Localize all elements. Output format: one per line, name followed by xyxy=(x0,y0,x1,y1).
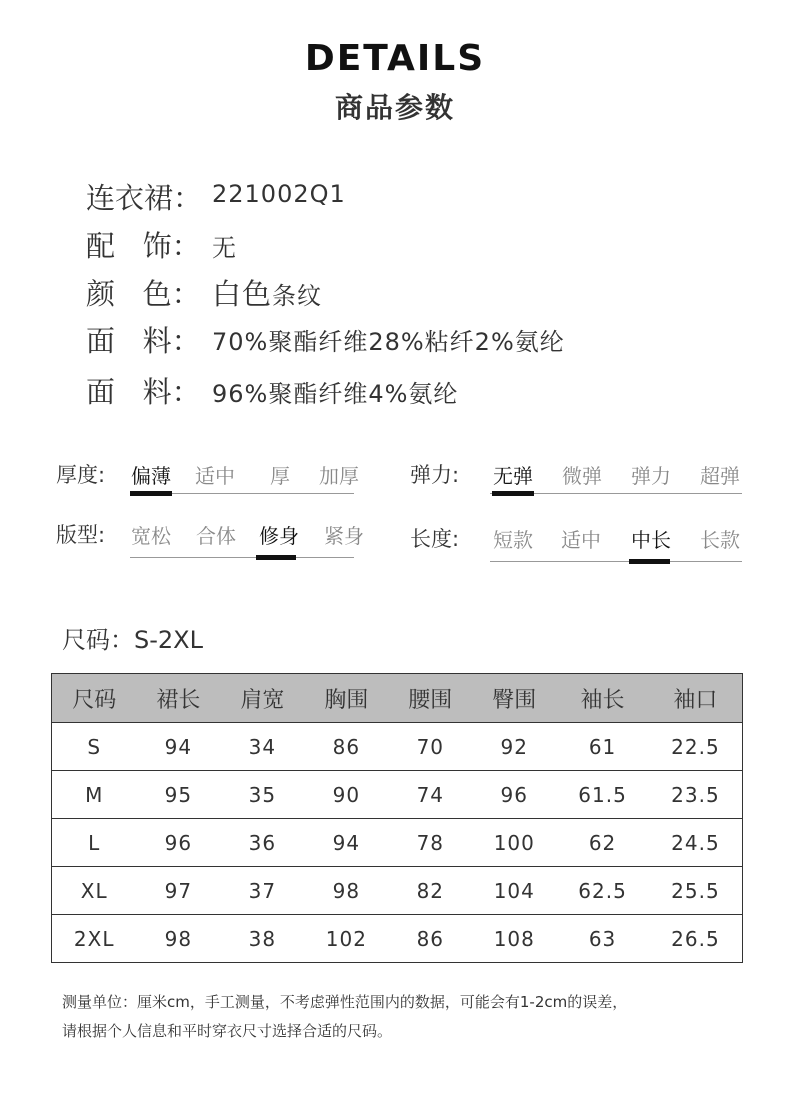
fit-selected-bar xyxy=(256,555,296,560)
fit-option-regular: 合体 xyxy=(196,524,236,548)
table-cell: 24.5 xyxy=(649,819,743,867)
spec-value-color xyxy=(212,272,322,313)
spec-label-fabric-1: 面 料： xyxy=(86,324,201,358)
thickness-option-thin: 偏薄 xyxy=(131,464,171,488)
table-cell: 95 xyxy=(136,771,220,819)
table-cell: M xyxy=(52,771,137,819)
table-cell: 25.5 xyxy=(649,867,743,915)
length-track xyxy=(490,561,742,562)
fit-track xyxy=(130,557,354,558)
spec-label-dress: 连衣裙： xyxy=(86,181,203,215)
size-table-header-row xyxy=(52,674,743,723)
table-row xyxy=(52,867,743,915)
table-cell: 94 xyxy=(136,723,220,771)
thickness-option-extra-thick: 加厚 xyxy=(319,464,359,488)
thickness-selected-bar xyxy=(130,491,172,496)
length-selected-bar xyxy=(629,559,670,564)
table-cell: 96 xyxy=(136,819,220,867)
size-advice-note: 请根据个人信息和平时穿衣尺寸选择合适的尺码。 xyxy=(62,1022,393,1040)
table-cell: 26.5 xyxy=(649,915,743,963)
table-cell: 104 xyxy=(472,867,556,915)
table-cell: XL xyxy=(52,867,137,915)
length-option-mid-long: 中长 xyxy=(631,528,671,552)
elasticity-option-slight: 微弹 xyxy=(562,464,602,488)
table-cell: 61 xyxy=(556,723,649,771)
table-cell: 35 xyxy=(220,771,304,819)
header-bust: 胸围 xyxy=(304,674,388,723)
table-cell: S xyxy=(52,723,137,771)
fit-option-slim: 修身 xyxy=(259,524,299,548)
table-cell: 36 xyxy=(220,819,304,867)
table-cell: 98 xyxy=(136,915,220,963)
table-cell: 78 xyxy=(388,819,472,867)
page-title-en: DETAILS xyxy=(304,38,486,79)
table-cell: 2XL xyxy=(52,915,137,963)
table-cell: 96 xyxy=(472,771,556,819)
table-cell: 37 xyxy=(220,867,304,915)
thickness-option-thick: 厚 xyxy=(270,464,290,488)
header-waist: 腰围 xyxy=(388,674,472,723)
elasticity-label: 弹力: xyxy=(410,463,460,487)
header-shoulder: 肩宽 xyxy=(220,674,304,723)
table-cell: L xyxy=(52,819,137,867)
table-row xyxy=(52,723,743,771)
header-dress-length: 裙长 xyxy=(136,674,220,723)
spec-value-color-main: 白色 xyxy=(212,277,273,311)
header-hip: 臀围 xyxy=(472,674,556,723)
page-title-cn: 商品参数 xyxy=(334,91,455,124)
elasticity-option-elastic: 弹力 xyxy=(631,464,671,488)
spec-label-accessory: 配 饰： xyxy=(86,229,201,263)
table-cell: 62 xyxy=(556,819,649,867)
thickness-option-medium: 适中 xyxy=(195,464,235,488)
table-cell: 108 xyxy=(472,915,556,963)
header-sleeve-length: 袖长 xyxy=(556,674,649,723)
fit-option-loose: 宽松 xyxy=(131,524,171,548)
table-cell: 23.5 xyxy=(649,771,743,819)
spec-value-fabric-2: 96%聚酯纤维4%氨纶 xyxy=(212,380,459,408)
length-option-medium: 适中 xyxy=(561,528,601,552)
table-cell: 92 xyxy=(472,723,556,771)
fit-label: 版型: xyxy=(56,523,106,547)
table-cell: 102 xyxy=(304,915,388,963)
length-option-short: 短款 xyxy=(493,528,533,552)
size-table xyxy=(51,673,743,963)
table-cell: 94 xyxy=(304,819,388,867)
table-cell: 61.5 xyxy=(556,771,649,819)
table-cell: 100 xyxy=(472,819,556,867)
table-cell: 90 xyxy=(304,771,388,819)
elasticity-option-super: 超弹 xyxy=(700,464,740,488)
table-cell: 22.5 xyxy=(649,723,743,771)
table-cell: 38 xyxy=(220,915,304,963)
header-size: 尺码 xyxy=(52,674,137,723)
spec-value-color-sub: 条纹 xyxy=(272,282,323,310)
table-cell: 82 xyxy=(388,867,472,915)
spec-value-fabric-1: 70%聚酯纤维28%粘纤2%氨纶 xyxy=(212,328,565,356)
spec-label-fabric-2: 面 料： xyxy=(86,375,201,409)
table-row xyxy=(52,771,743,819)
table-cell: 34 xyxy=(220,723,304,771)
fit-option-tight: 紧身 xyxy=(324,524,364,548)
length-option-long: 长款 xyxy=(700,528,740,552)
table-cell: 86 xyxy=(388,915,472,963)
table-cell: 62.5 xyxy=(556,867,649,915)
table-cell: 63 xyxy=(556,915,649,963)
length-label: 长度: xyxy=(410,527,460,551)
table-cell: 74 xyxy=(388,771,472,819)
table-row xyxy=(52,915,743,963)
thickness-label: 厚度: xyxy=(56,463,106,487)
size-range: 尺码：S-2XL xyxy=(62,626,203,654)
spec-value-accessory: 无 xyxy=(212,234,237,262)
table-row xyxy=(52,819,743,867)
spec-label-color: 颜 色： xyxy=(86,277,201,311)
elasticity-option-none: 无弹 xyxy=(493,464,533,488)
table-cell: 98 xyxy=(304,867,388,915)
table-cell: 86 xyxy=(304,723,388,771)
measurement-note: 测量单位：厘米cm，手工测量，不考虑弹性范围内的数据，可能会有1-2cm的误差， xyxy=(62,993,628,1011)
table-cell: 70 xyxy=(388,723,472,771)
header-cuff: 袖口 xyxy=(649,674,743,723)
elasticity-selected-bar xyxy=(492,491,534,496)
table-cell: 97 xyxy=(136,867,220,915)
spec-value-dress: 221002Q1 xyxy=(212,180,346,208)
